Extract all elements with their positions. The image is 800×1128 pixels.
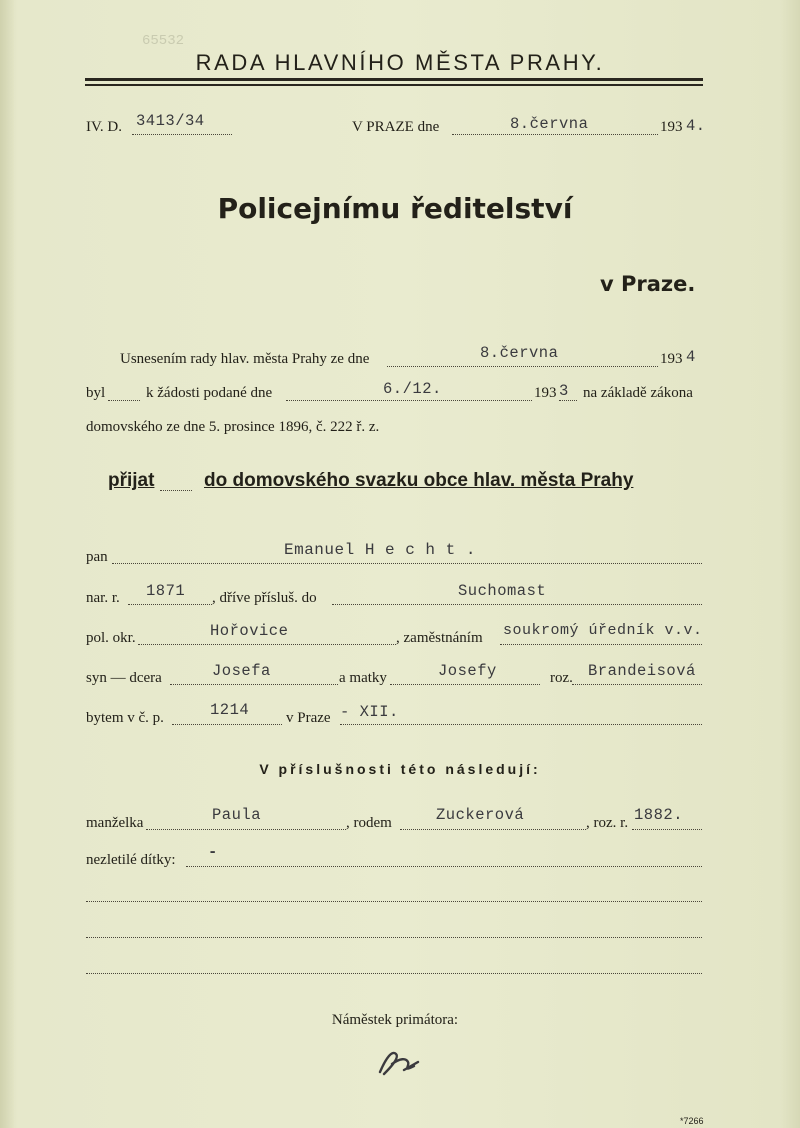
father-dotted-line xyxy=(170,684,338,685)
employment: soukromý úředník v.v. xyxy=(503,622,703,639)
house-dotted-line xyxy=(172,724,282,725)
formerly-place: Suchomast xyxy=(458,582,547,600)
maiden-dotted-line xyxy=(572,684,702,685)
accepted-dotted-line xyxy=(160,490,192,491)
wife-born-label: , roz. r. xyxy=(586,815,629,831)
basis-label: na základě zákona xyxy=(583,385,693,401)
born-label: nar. r. xyxy=(86,590,120,606)
prague-label: v Praze xyxy=(286,710,331,726)
district: Hořovice xyxy=(210,622,289,640)
request-year-dotted xyxy=(559,400,577,401)
name-dotted-line xyxy=(112,563,702,564)
formerly-label: , dříve přísluš. do xyxy=(212,590,317,606)
request-date: 6./12. xyxy=(383,380,442,398)
accepted-label: přijat xyxy=(108,470,155,491)
authority-heading: RADA HLAVNÍHO MĚSTA PRAHY. xyxy=(195,50,605,75)
recipient-title: Policejnímu ředitelství xyxy=(217,192,573,225)
prague-dotted-line xyxy=(340,724,702,725)
mother-maiden-name: Brandeisová xyxy=(588,662,696,680)
wife-born-dotted-line xyxy=(632,829,702,830)
dependents-heading: V příslušnosti této následují: xyxy=(259,761,541,777)
born-dotted-line xyxy=(128,604,212,605)
request-dotted-line xyxy=(286,400,532,401)
date-dotted-line xyxy=(452,134,658,135)
admission-text: do domovského svazku obce hlav. města Prahy xyxy=(204,470,634,491)
resolution-dotted-line xyxy=(387,366,658,367)
law-reference: domovského ze dne 5. prosince 1896, č. 222 ř. z. xyxy=(86,419,380,435)
children-label: nezletilé dítky: xyxy=(86,852,176,868)
resolution-year-prefix: 193 xyxy=(660,351,683,367)
wife-dotted-line xyxy=(146,829,346,830)
extra-dotted-line-3 xyxy=(86,973,702,974)
wife-name: Paula xyxy=(212,806,262,824)
paper-edge xyxy=(0,0,14,1128)
wife-born-year: 1882. xyxy=(634,806,684,824)
ref-prefix: IV. D. xyxy=(86,119,122,135)
employment-dotted-line xyxy=(500,644,702,645)
header-date: 8.června xyxy=(510,115,589,133)
prague-district: - XII. xyxy=(340,703,399,721)
signature-label: Náměstek primátora: xyxy=(331,1012,459,1028)
son-label: syn — dcera xyxy=(86,670,162,686)
request-label: k žádosti podané dne xyxy=(146,385,273,401)
request-year-prefix: 193 xyxy=(534,385,557,401)
ref-dotted-line xyxy=(132,134,232,135)
wife-nee-label: , rodem xyxy=(346,815,392,831)
district-dotted-line xyxy=(138,644,396,645)
mother-name: Josefy xyxy=(438,662,497,680)
resolution-date: 8.června xyxy=(480,344,559,362)
resolution-label: Usnesením rady hlav. města Prahy ze dne xyxy=(120,351,370,367)
ref-number: 3413/34 xyxy=(136,112,205,130)
request-year-digit: 3 xyxy=(559,382,569,400)
place-label: V PRAZE dne xyxy=(352,119,440,135)
mother-dotted-line xyxy=(390,684,540,685)
pan-label: pan xyxy=(86,549,108,565)
recipient-city: v Praze. xyxy=(600,272,696,296)
byl-label: byl xyxy=(86,385,106,401)
header-rule-top xyxy=(85,78,703,81)
nee-label: roz. xyxy=(550,670,573,686)
born-year: 1871 xyxy=(146,582,186,600)
header-year-digit: 4. xyxy=(686,117,706,135)
children-value: - xyxy=(208,843,218,861)
residence-label: bytem v č. p. xyxy=(86,710,164,726)
signature-mark xyxy=(374,1040,424,1080)
children-dotted-line xyxy=(186,866,702,867)
father-name: Josefa xyxy=(212,662,271,680)
header-rule-bottom xyxy=(85,84,703,86)
mother-label: a matky xyxy=(339,670,387,686)
form-number: *7266 xyxy=(680,1116,704,1126)
formerly-dotted-line xyxy=(332,604,702,605)
extra-dotted-line-1 xyxy=(86,901,702,902)
district-label: pol. okr. xyxy=(86,630,136,646)
wife-label: manželka xyxy=(86,815,144,831)
wife-maiden-dotted-line xyxy=(400,829,586,830)
resolution-year-digit: 4 xyxy=(686,348,696,366)
extra-dotted-line-2 xyxy=(86,937,702,938)
byl-dotted-line xyxy=(108,400,140,401)
header-year-prefix: 193 xyxy=(660,119,683,135)
faded-stamp-number: 65532 xyxy=(142,33,185,49)
house-number: 1214 xyxy=(210,701,250,719)
employment-label: , zaměstnáním xyxy=(396,630,483,646)
wife-maiden-name: Zuckerová xyxy=(436,806,525,824)
person-name: Emanuel H e c h t . xyxy=(284,541,476,559)
